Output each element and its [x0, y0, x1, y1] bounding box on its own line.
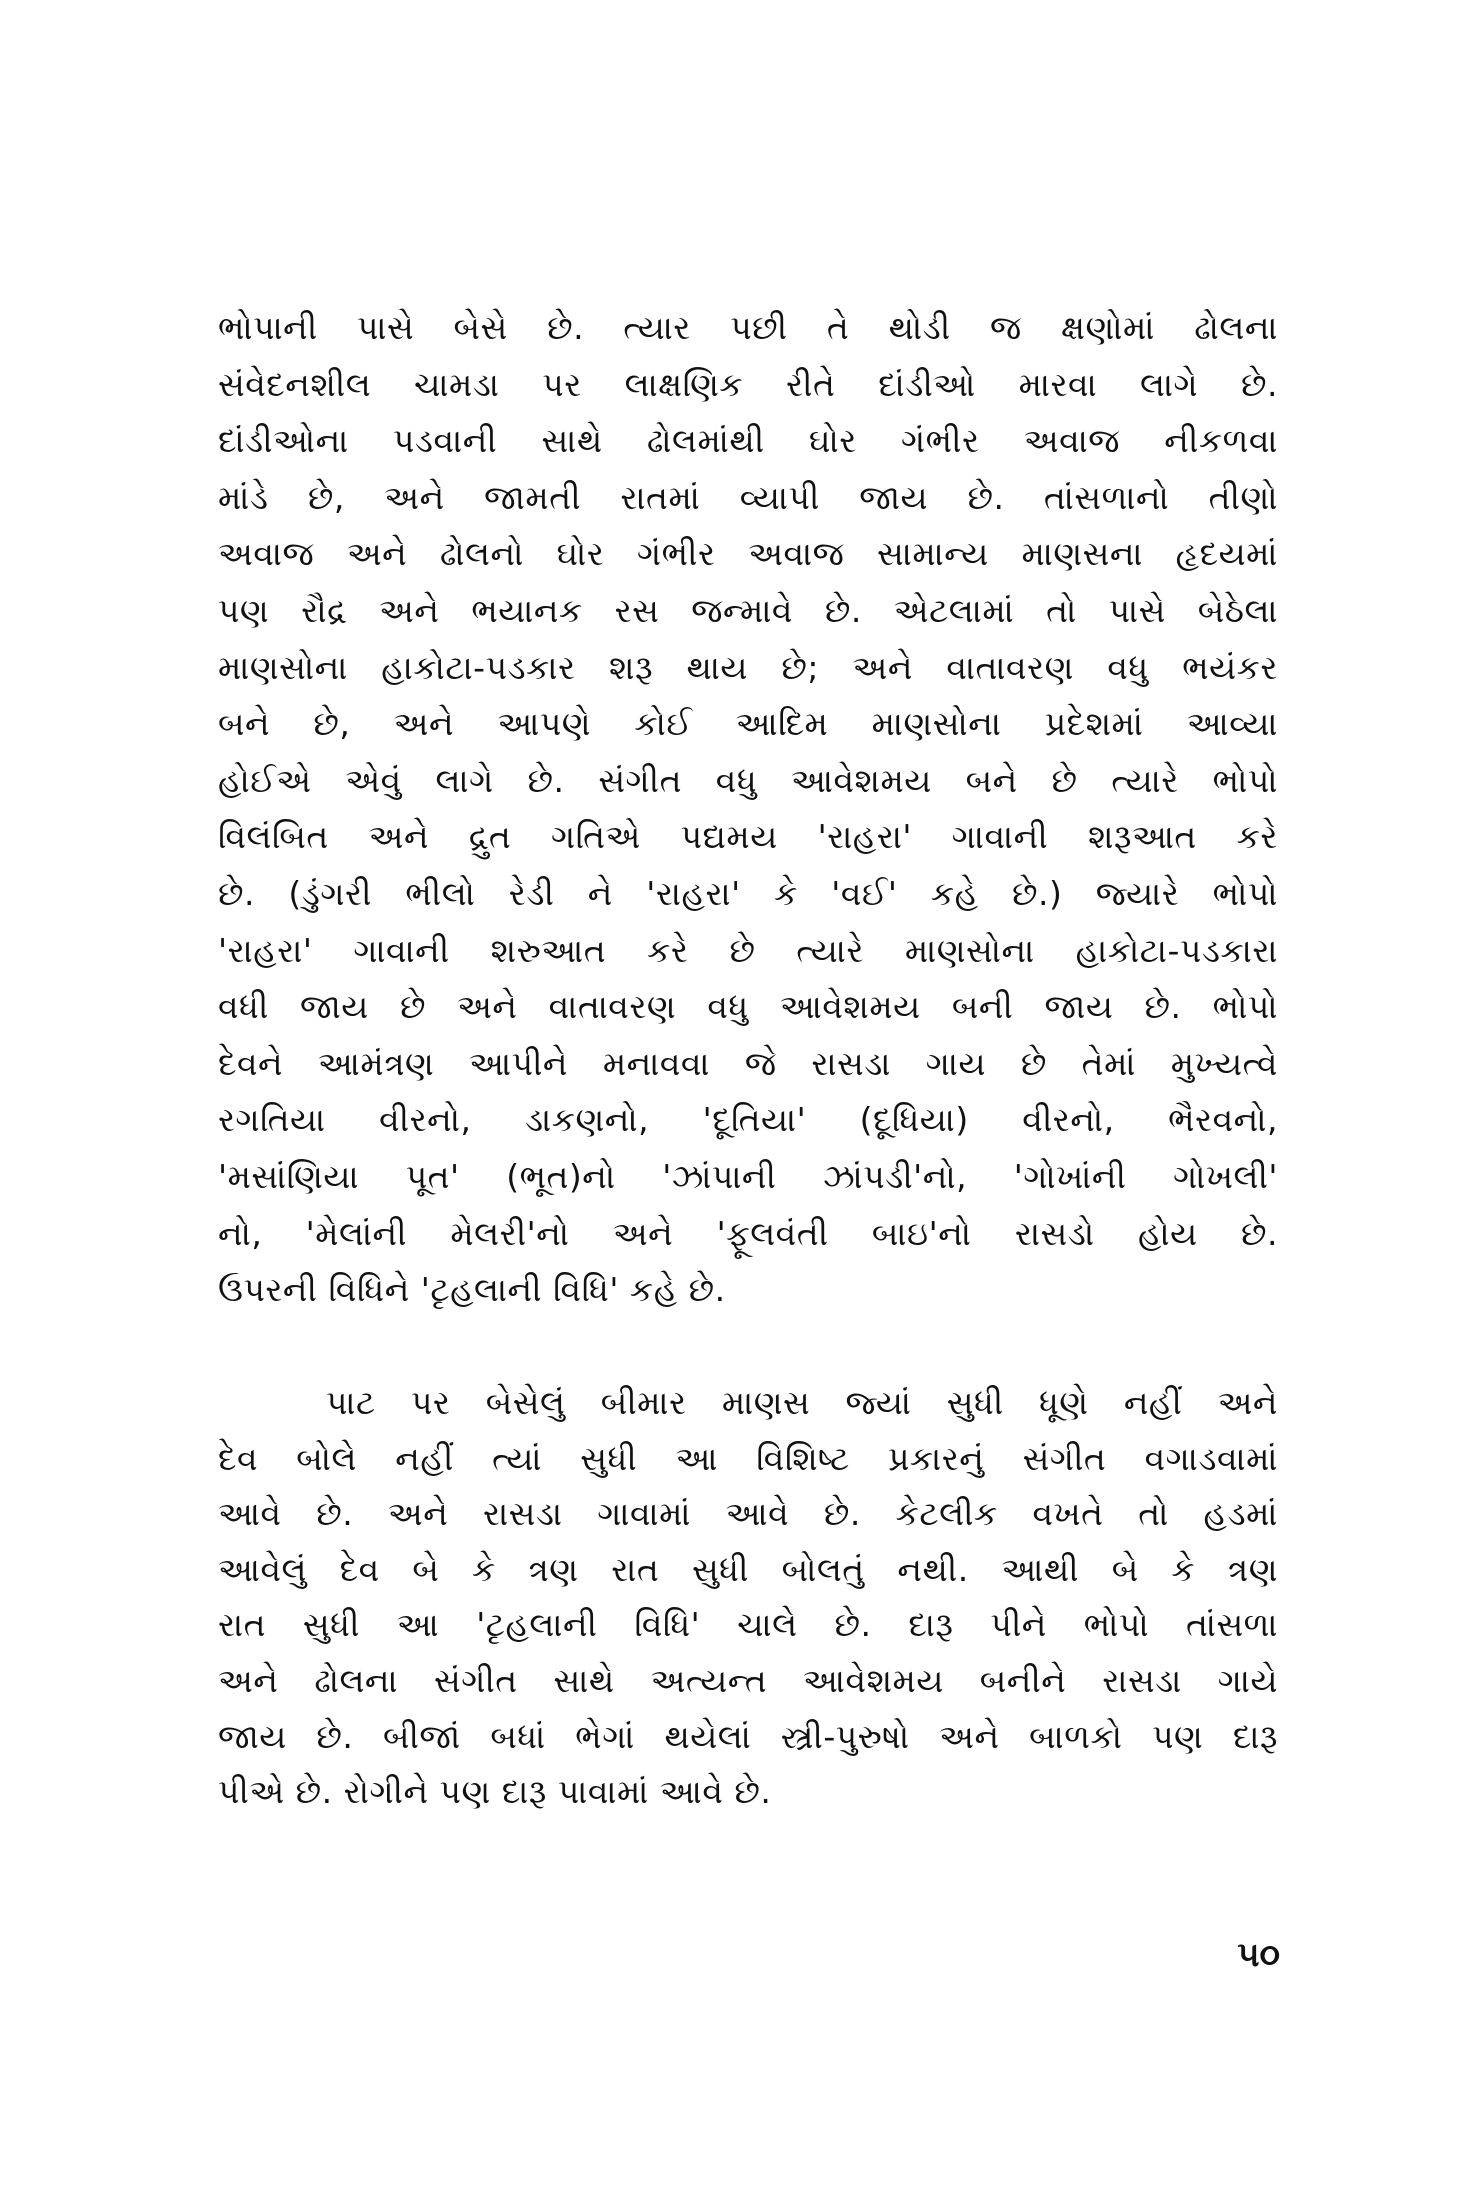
text-line: વધી જાય છે અને વાતાવરણ વધુ આવેશમય બની જાય છે. ભોપો	[218, 987, 1278, 1027]
text-line: પણ રૌદ્ર અને ભયાનક રસ જન્માવે છે. એટલામાં તો પાસે બેઠેલા	[218, 590, 1278, 630]
text-line: આવે છે. અને રાસડા ગાવામાં આવે છે. કેટલીક વખતે તો હડમાં	[218, 1494, 1278, 1534]
text-line: અને ઢોલના સંગીત સાથે અત્યન્ત આવેશમય બનીને રાસડા ગાયે	[218, 1660, 1278, 1700]
text-line: નો, 'મેલાંની મેલરી'નો અને 'ફૂલવંતી બાઇ'નો રાસડો હોય છે.	[218, 1213, 1278, 1253]
text-line: દેવ બોલે નહીં ત્યાં સુધી આ વિશિષ્ટ પ્રકારનું સંગીત વગાડવામાં	[218, 1438, 1278, 1478]
text-line: રગતિયા વીરનો, ડાકણનો, 'દૂતિયા' (દૂધિયા) વીરનો, ભૈરવનો,	[218, 1100, 1278, 1140]
text-line: જાય છે. બીજાં બધાં ભેગાં થયેલાં સ્ત્રી-પુરુષો અને બાળકો પણ દારૂ	[218, 1716, 1278, 1756]
text-line: ઉપરની વિધિને 'ટૃહલાની વિધિ' કહે છે.	[218, 1270, 726, 1310]
text-line: પાટ પર બેસેલું બીમાર માણસ જ્યાં સુધી ધૂણે નહીં અને	[326, 1383, 1278, 1422]
text-line: અવાજ અને ઢોલનો ઘોર ગંભીર અવાજ સામાન્ય માણસના હૃદયમાં	[218, 534, 1278, 574]
page-number: ૫૦	[1237, 1935, 1280, 1975]
paragraph-2	[218, 1375, 1278, 1820]
paragraph-1	[218, 300, 1278, 1319]
text-line: દાંડીઓના પડવાની સાથે ઢોલમાંથી ઘોર ગંભીર અવાજ નીકળવા	[218, 421, 1278, 461]
text-line: 'રાહરા' ગાવાની શરુઆત કરે છે ત્યારે માણસોના હાકોટા-પડકારા	[218, 930, 1278, 970]
text-line: સંવેદનશીલ ચામડા પર લાક્ષણિક રીતે દાંડીઓ મારવા લાગે છે.	[218, 364, 1278, 404]
text-line: આવેલું દેવ બે કે ત્રણ રાત સુધી બોલતું નથી. આથી બે કે ત્રણ	[218, 1549, 1278, 1589]
text-line: માંડે છે, અને જામતી રાતમાં વ્યાપી જાય છે. તાંસળાનો તીણો	[218, 477, 1278, 517]
text-line: બને છે, અને આપણે કોઈ આદિમ માણસોના પ્રદેશમાં આવ્યા	[218, 704, 1278, 744]
text-line: ભોપાની પાસે બેસે છે. ત્યાર પછી તે થોડી જ ક્ષણોમાં ઢોલના	[218, 308, 1278, 347]
text-line: માણસોના હાકોટા-પડકાર શરૂ થાય છે; અને વાતાવરણ વધુ ભયંકર	[218, 647, 1278, 687]
text-line: રાત સુધી આ 'ટૃહલાની વિધિ' ચાલે છે. દારૂ પીને ભોપો તાંસળા	[218, 1605, 1278, 1645]
text-line: દેવને આમંત્રણ આપીને મનાવવા જે રાસડા ગાય છે તેમાં મુખ્યત્વે	[218, 1043, 1278, 1083]
text-line: હોઈએ એવું લાગે છે. સંગીત વધુ આવેશમય બને છે ત્યારે ભોપો	[218, 760, 1278, 800]
text-line: વિલંબિત અને દ્રુત ગતિએ પદ્યમય 'રાહરા' ગાવાની શરૂઆત કરે	[218, 817, 1278, 857]
text-line: છે. (ડુંગરી ભીલો રેડી ને 'રાહરા' કે 'વઈ' કહે છે.) જ્યારે ભોપો	[218, 873, 1278, 913]
text-line: પીએ છે. રોગીને પણ દારૂ પાવામાં આવે છે.	[218, 1772, 772, 1812]
text-line: 'મસાંણિયા પૂત' (ભૂત)નો 'ઝાંપાની ઝાંપડી'નો, 'ગોખાંની ગોખલી'	[218, 1156, 1278, 1196]
